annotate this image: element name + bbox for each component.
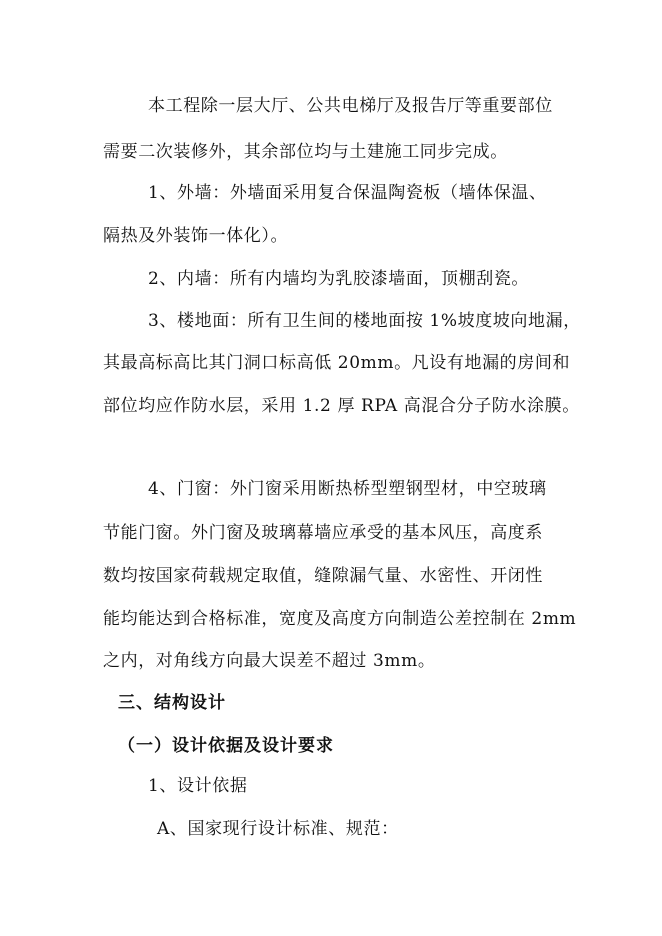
paragraph-doors-windows-line-5: 之内，对角线方向最大误差不超过 3mm。 bbox=[103, 651, 436, 671]
paragraph-doors-windows-line-3: 数均按国家荷载规定取值，缝隙漏气量、水密性、开闭性 bbox=[103, 566, 543, 586]
paragraph-interior-wall-line-1: 2、内墙：所有内墙均为乳胶漆墙面，顶棚刮瓷。 bbox=[148, 269, 530, 289]
paragraph-doors-windows-line-2: 节能门窗。外门窗及玻璃幕墙应承受的基本风压，高度系 bbox=[103, 523, 543, 543]
section-heading: 三、结构设计 bbox=[118, 693, 226, 713]
paragraph-intro-line-1: 本工程除一层大厅、公共电梯厅及报告厅等重要部位 bbox=[148, 96, 553, 116]
paragraph-floor-line-1: 3、楼地面：所有卫生间的楼地面按 1%坡度坡向地漏， bbox=[148, 311, 581, 331]
paragraph-doors-windows-line-4: 能均能达到合格标准，宽度及高度方向制造公差控制在 2mm bbox=[103, 609, 577, 629]
paragraph-intro-line-2: 需要二次装修外，其余部位均与土建施工同步完成。 bbox=[103, 142, 508, 162]
paragraph-exterior-wall-line-2: 隔热及外装饰一体化）。 bbox=[103, 226, 289, 246]
paragraph-floor-line-3: 部位均应作防水层，采用 1.2 厚 RPA 高混合分子防水涂膜。 bbox=[103, 396, 580, 416]
item-design-basis: 1、设计依据 bbox=[148, 776, 248, 796]
subsection-heading: （一）设计依据及设计要求 bbox=[118, 736, 334, 756]
paragraph-exterior-wall-line-1: 1、外墙：外墙面采用复合保温陶瓷板（墙体保温、 bbox=[148, 183, 547, 203]
item-a-national-standards: A、国家现行设计标准、规范： bbox=[157, 819, 399, 839]
paragraph-floor-line-2: 其最高标高比其门洞口标高低 20mm。凡设有地漏的房间和 bbox=[103, 353, 571, 373]
paragraph-doors-windows-line-1: 4、门窗：外门窗采用断热桥型塑钢型材，中空玻璃 bbox=[148, 479, 547, 499]
